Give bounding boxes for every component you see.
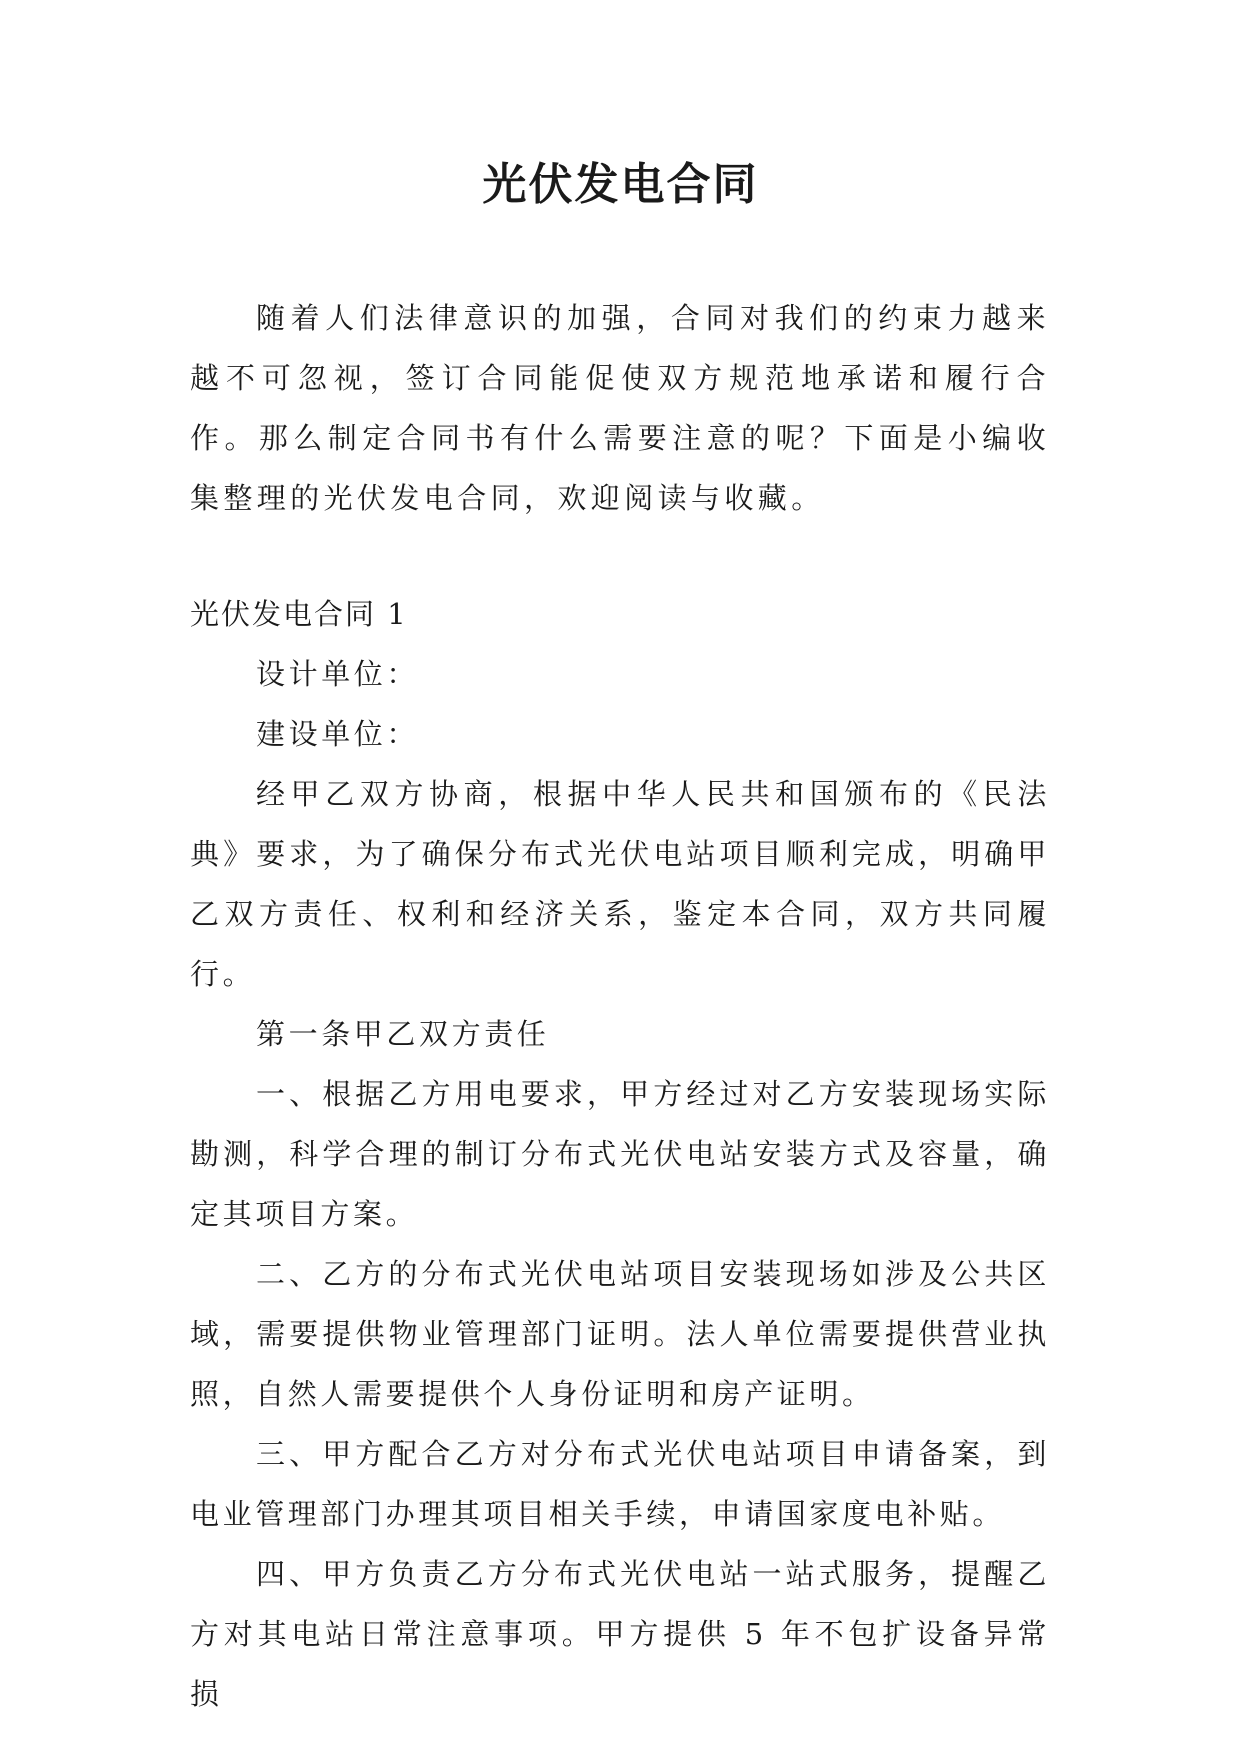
document-body	[190, 288, 1050, 1724]
clause-4-paragraph: 四、甲方负责乙方分布式光伏电站一站式服务，提醒乙方对其电站日常注意事项。甲方提供 5 年不包扩设备异常损	[190, 1557, 1050, 1711]
article-1-heading: 第一条甲乙双方责任	[256, 1017, 550, 1051]
section-heading: 光伏发电合同 1	[190, 597, 408, 631]
preamble-paragraph: 经甲乙双方协商，根据中华人民共和国颁布的《民法典》要求，为了确保分布式光伏电站项目顺利完成，明确甲乙双方责任、权利和经济关系，鉴定本合同，双方共同履行。	[190, 777, 1050, 991]
design-unit-line: 设计单位：	[256, 657, 420, 691]
clause-3-paragraph: 三、甲方配合乙方对分布式光伏电站项目申请备案，到电业管理部门办理其项目相关手续，申请国家度电补贴。	[190, 1437, 1050, 1531]
document-title: 光伏发电合同	[482, 159, 759, 210]
clause-2-paragraph: 二、乙方的分布式光伏电站项目安装现场如涉及公共区域，需要提供物业管理部门证明。法人单位需要提供营业执照，自然人需要提供个人身份证明和房产证明。	[190, 1257, 1050, 1411]
intro-paragraph: 随着人们法律意识的加强，合同对我们的约束力越来越不可忽视，签订合同能促使双方规范地承诺和履行合作。那么制定合同书有什么需要注意的呢？下面是小编收集整理的光伏发电合同，欢迎阅读与收藏。	[190, 301, 1050, 515]
construction-unit-line: 建设单位：	[256, 717, 420, 751]
clause-1-paragraph: 一、根据乙方用电要求，甲方经过对乙方安装现场实际勘测，科学合理的制订分布式光伏电站安装方式及容量，确定其项目方案。	[190, 1077, 1050, 1231]
